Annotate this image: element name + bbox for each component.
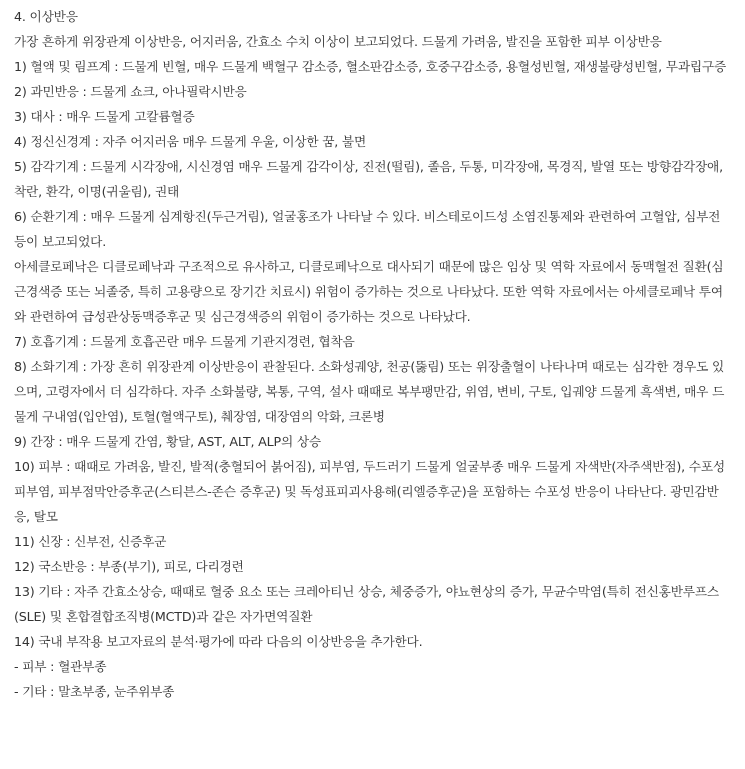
item-psychiatric-nervous: 4) 정신신경계 : 자주 어지러움 매우 드물게 우울, 이상한 꿈, 불면 (14, 134, 367, 149)
item-respiratory: 7) 호흡기계 : 드물게 호흡곤란 매우 드물게 기관지경련, 협착음 (14, 334, 355, 349)
item-sensory: 5) 감각기계 : 드물게 시각장애, 시신경염 매우 드물게 감각이상, 진전(떨림), 졸음, 두통, 미각장애, 목경직, 발열 또는 방향감각장애, 착란, 환각, 이명(귀울림), 권태 (14, 159, 723, 199)
item-local-reaction: 12) 국소반응 : 부종(부기), 피로, 다리경련 (14, 559, 244, 574)
item-added-other: - 기타 : 말초부종, 눈주위부종 (14, 684, 175, 699)
item-liver: 9) 간장 : 매우 드물게 간염, 황달, AST, ALT, ALP의 상승 (14, 434, 321, 449)
intro-paragraph: 가장 흔하게 위장관계 이상반응, 어지러움, 간효소 수치 이상이 보고되었다. 드물게 가려움, 발진을 포함한 피부 이상반응 (14, 34, 662, 49)
item-digestive: 8) 소화기계 : 가장 흔히 위장관계 이상반응이 관찰된다. 소화성궤양, 천공(뚫림) 또는 위장출혈이 나타나며 때로는 심각한 경우도 있으며, 고령자에서 더 심각하다. 자주 소화불량, 복통, 구역, 설사 때때로 복부팽만감, 위염, 변비, 구토, 입궤양 드물게 흑색변, 매우 드물게 구내염(입안염), 토혈(혈액구토), 췌장염, 대장염의 악화, 크론병 (14, 359, 725, 424)
item-kidney: 11) 신장 : 신부전, 신증후군 (14, 534, 167, 549)
item-other: 13) 기타 : 자주 간효소상승, 때때로 혈중 요소 또는 크레아티닌 상승, 체중증가, 야뇨현상의 증가, 무균수막염(특히 전신홍반루프스(SLE) 및 혼합결합조직병(MCTD)과 같은 자가면역질환 (14, 584, 719, 624)
item-skin: 10) 피부 : 때때로 가려움, 발진, 발적(충혈되어 붉어짐), 피부염, 두드러기 드물게 얼굴부종 매우 드물게 자색반(자주색반점), 수포성피부염, 피부점막안증후군(스티븐스-존슨 증후군) 및 독성표피괴사용해(리엘증후군)을 포함하는 수포성 반응이 나타난다. 광민감반응, 탈모 (14, 459, 725, 524)
item-added-skin: - 피부 : 혈관부종 (14, 659, 107, 674)
item-domestic-reports: 14) 국내 부작용 보고자료의 분석·평가에 따라 다음의 이상반응을 추가한다. (14, 634, 423, 649)
item-hypersensitivity: 2) 과민반응 : 드물게 쇼크, 아나필락시반응 (14, 84, 247, 99)
section-title: 4. 이상반응 (14, 9, 78, 24)
aceclofenac-note: 아세클로페낙은 디클로페낙과 구조적으로 유사하고, 디클로페낙으로 대사되기 때문에 많은 임상 및 역학 자료에서 동맥혈전 질환(심근경색증 또는 뇌졸중, 특히 고용량으로 장기간 치료시) 위험이 증가하는 것으로 나타났다. 또한 역학 자료에서는 아세클로페낙 투여와 관련하여 급성관상동맥증후군 및 심근경색증의 위험이 증가하는 것으로 나타났다. (14, 259, 724, 324)
item-blood-lymph: 1) 혈액 및 림프계 : 드물게 빈혈, 매우 드물게 백혈구 감소증, 혈소판감소증, 호중구감소증, 용혈성빈혈, 재생불량성빈혈, 무과립구증 (14, 59, 727, 74)
item-metabolism: 3) 대사 : 매우 드물게 고칼륨혈증 (14, 109, 195, 124)
item-circulatory: 6) 순환기계 : 매우 드물게 심계항진(두근거림), 얼굴홍조가 나타날 수 있다. 비스테로이드성 소염진통제와 관련하여 고혈압, 심부전 등이 보고되었다. (14, 209, 721, 249)
